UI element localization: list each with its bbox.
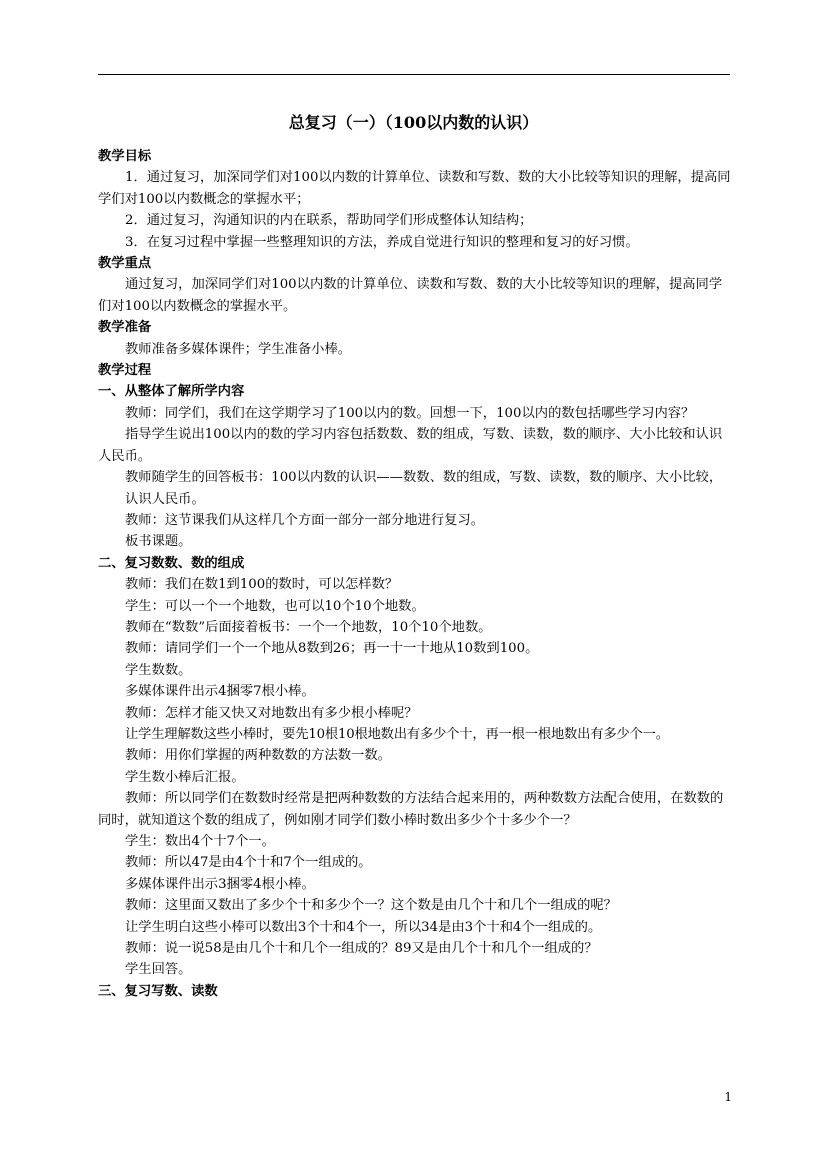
part2-line: 教师：怎样才能又快又对地数出有多少根小棒呢？ [125, 705, 418, 721]
part2-line: 教师：说一说58是由几个十和几个一组成的？89又是由几个十和几个一组成的？ [125, 941, 598, 957]
document-body [98, 146, 731, 1002]
part2-line: 学生数数。 [125, 662, 192, 678]
heading-process: 教学过程 [98, 363, 152, 379]
part2-line: 让学生明白这些小棒可以数出3个十和4个一，所以34是由3个十和4个一组成的。 [125, 919, 602, 935]
focus-text: 通过复习，加深同学们对100以内数的计算单位、读数和写数、数的大小比较等知识的理解，提高同学们对100以内数概念的掌握水平。 [98, 277, 723, 314]
part2-line: 教师：所以47是由4个十和7个一组成的。 [125, 855, 372, 871]
goal-item-3: 3．在复习过程中掌握一些整理知识的方法，养成自觉进行知识的整理和复习的好习惯。 [125, 234, 639, 250]
part2-line: 学生：可以一个一个地数，也可以10个10个地数。 [125, 598, 425, 614]
part2-line: 多媒体课件出示3捆零4根小棒。 [125, 876, 315, 892]
part2-line: 让学生理解数这些小棒时，要先10根10根地数出有多少个十，再一根一根地数出有多少个一。 [125, 726, 669, 742]
part2-line: 教师在“数数”后面接着板书：一个一个地数，10个10个地数。 [125, 619, 492, 635]
part2-line: 教师：所以同学们在数数时经常是把两种数数的方法结合起来用的，两种数数方法配合使用，在数数的同时，就知道这个数的组成了，例如刚才同学们数小棒时数出多少个十多少个一？ [98, 791, 724, 828]
part2-line: 学生数小棒后汇报。 [125, 769, 245, 785]
heading-part3: 三、复习写数、读数 [98, 983, 218, 999]
page-number: 1 [724, 1090, 732, 1104]
part2-line: 多媒体课件出示4捆零7根小棒。 [125, 684, 315, 700]
heading-part2: 二、复习数数、数的组成 [98, 555, 245, 571]
header-rule [98, 74, 730, 75]
part2-line: 教师：我们在数1到100的数时，可以怎样数？ [125, 577, 399, 593]
part2-line: 教师：请同学们一个一个地从8数到26；再一十一十地从10数到100。 [125, 641, 539, 657]
goal-item-2: 2．通过复习，沟通知识的内在联系，帮助同学们形成整体认知结构； [125, 213, 533, 229]
prep-text: 教师准备多媒体课件；学生准备小棒。 [125, 341, 352, 357]
document-title: 总复习（一）（100以内数的认识） [288, 113, 539, 132]
part1-line: 教师：这节课我们从这样几个方面一部分一部分地进行复习。 [125, 512, 485, 528]
part2-line: 教师：用你们掌握的两种数数的方法数一数。 [125, 748, 391, 764]
part1-line: 教师随学生的回答板书：100以内数的认识——数数、数的组成，写数、读数，数的顺序、大小比较， [125, 470, 723, 486]
part1-line: 教师：同学们，我们在这学期学习了100以内的数。回想一下，100以内的数包括哪些学习内容？ [125, 405, 695, 421]
heading-goal: 教学目标 [98, 149, 152, 164]
part1-line: 指导学生说出100以内的数的学习内容包括数数、数的组成，写数、读数，数的顺序、大小比较和认识人民币。 [98, 427, 723, 464]
heading-focus: 教学重点 [98, 256, 152, 272]
heading-prep: 教学准备 [98, 320, 152, 336]
part1-line: 板书课题。 [125, 534, 192, 550]
part1-line: 认识人民币。 [125, 491, 205, 507]
part2-line: 教师：这里面又数出了多少个十和多少个一？这个数是由几个十和几个一组成的呢？ [125, 898, 617, 914]
goal-item-1: 1．通过复习，加深同学们对100以内数的计算单位、读数和写数、数的大小比较等知识的理解，提高同学们对100以内数概念的掌握水平； [98, 170, 731, 207]
part2-line: 学生：数出4个十7个一。 [125, 834, 275, 849]
heading-part1: 一、从整体了解所学内容 [98, 384, 245, 400]
part2-line: 学生回答。 [125, 962, 192, 978]
